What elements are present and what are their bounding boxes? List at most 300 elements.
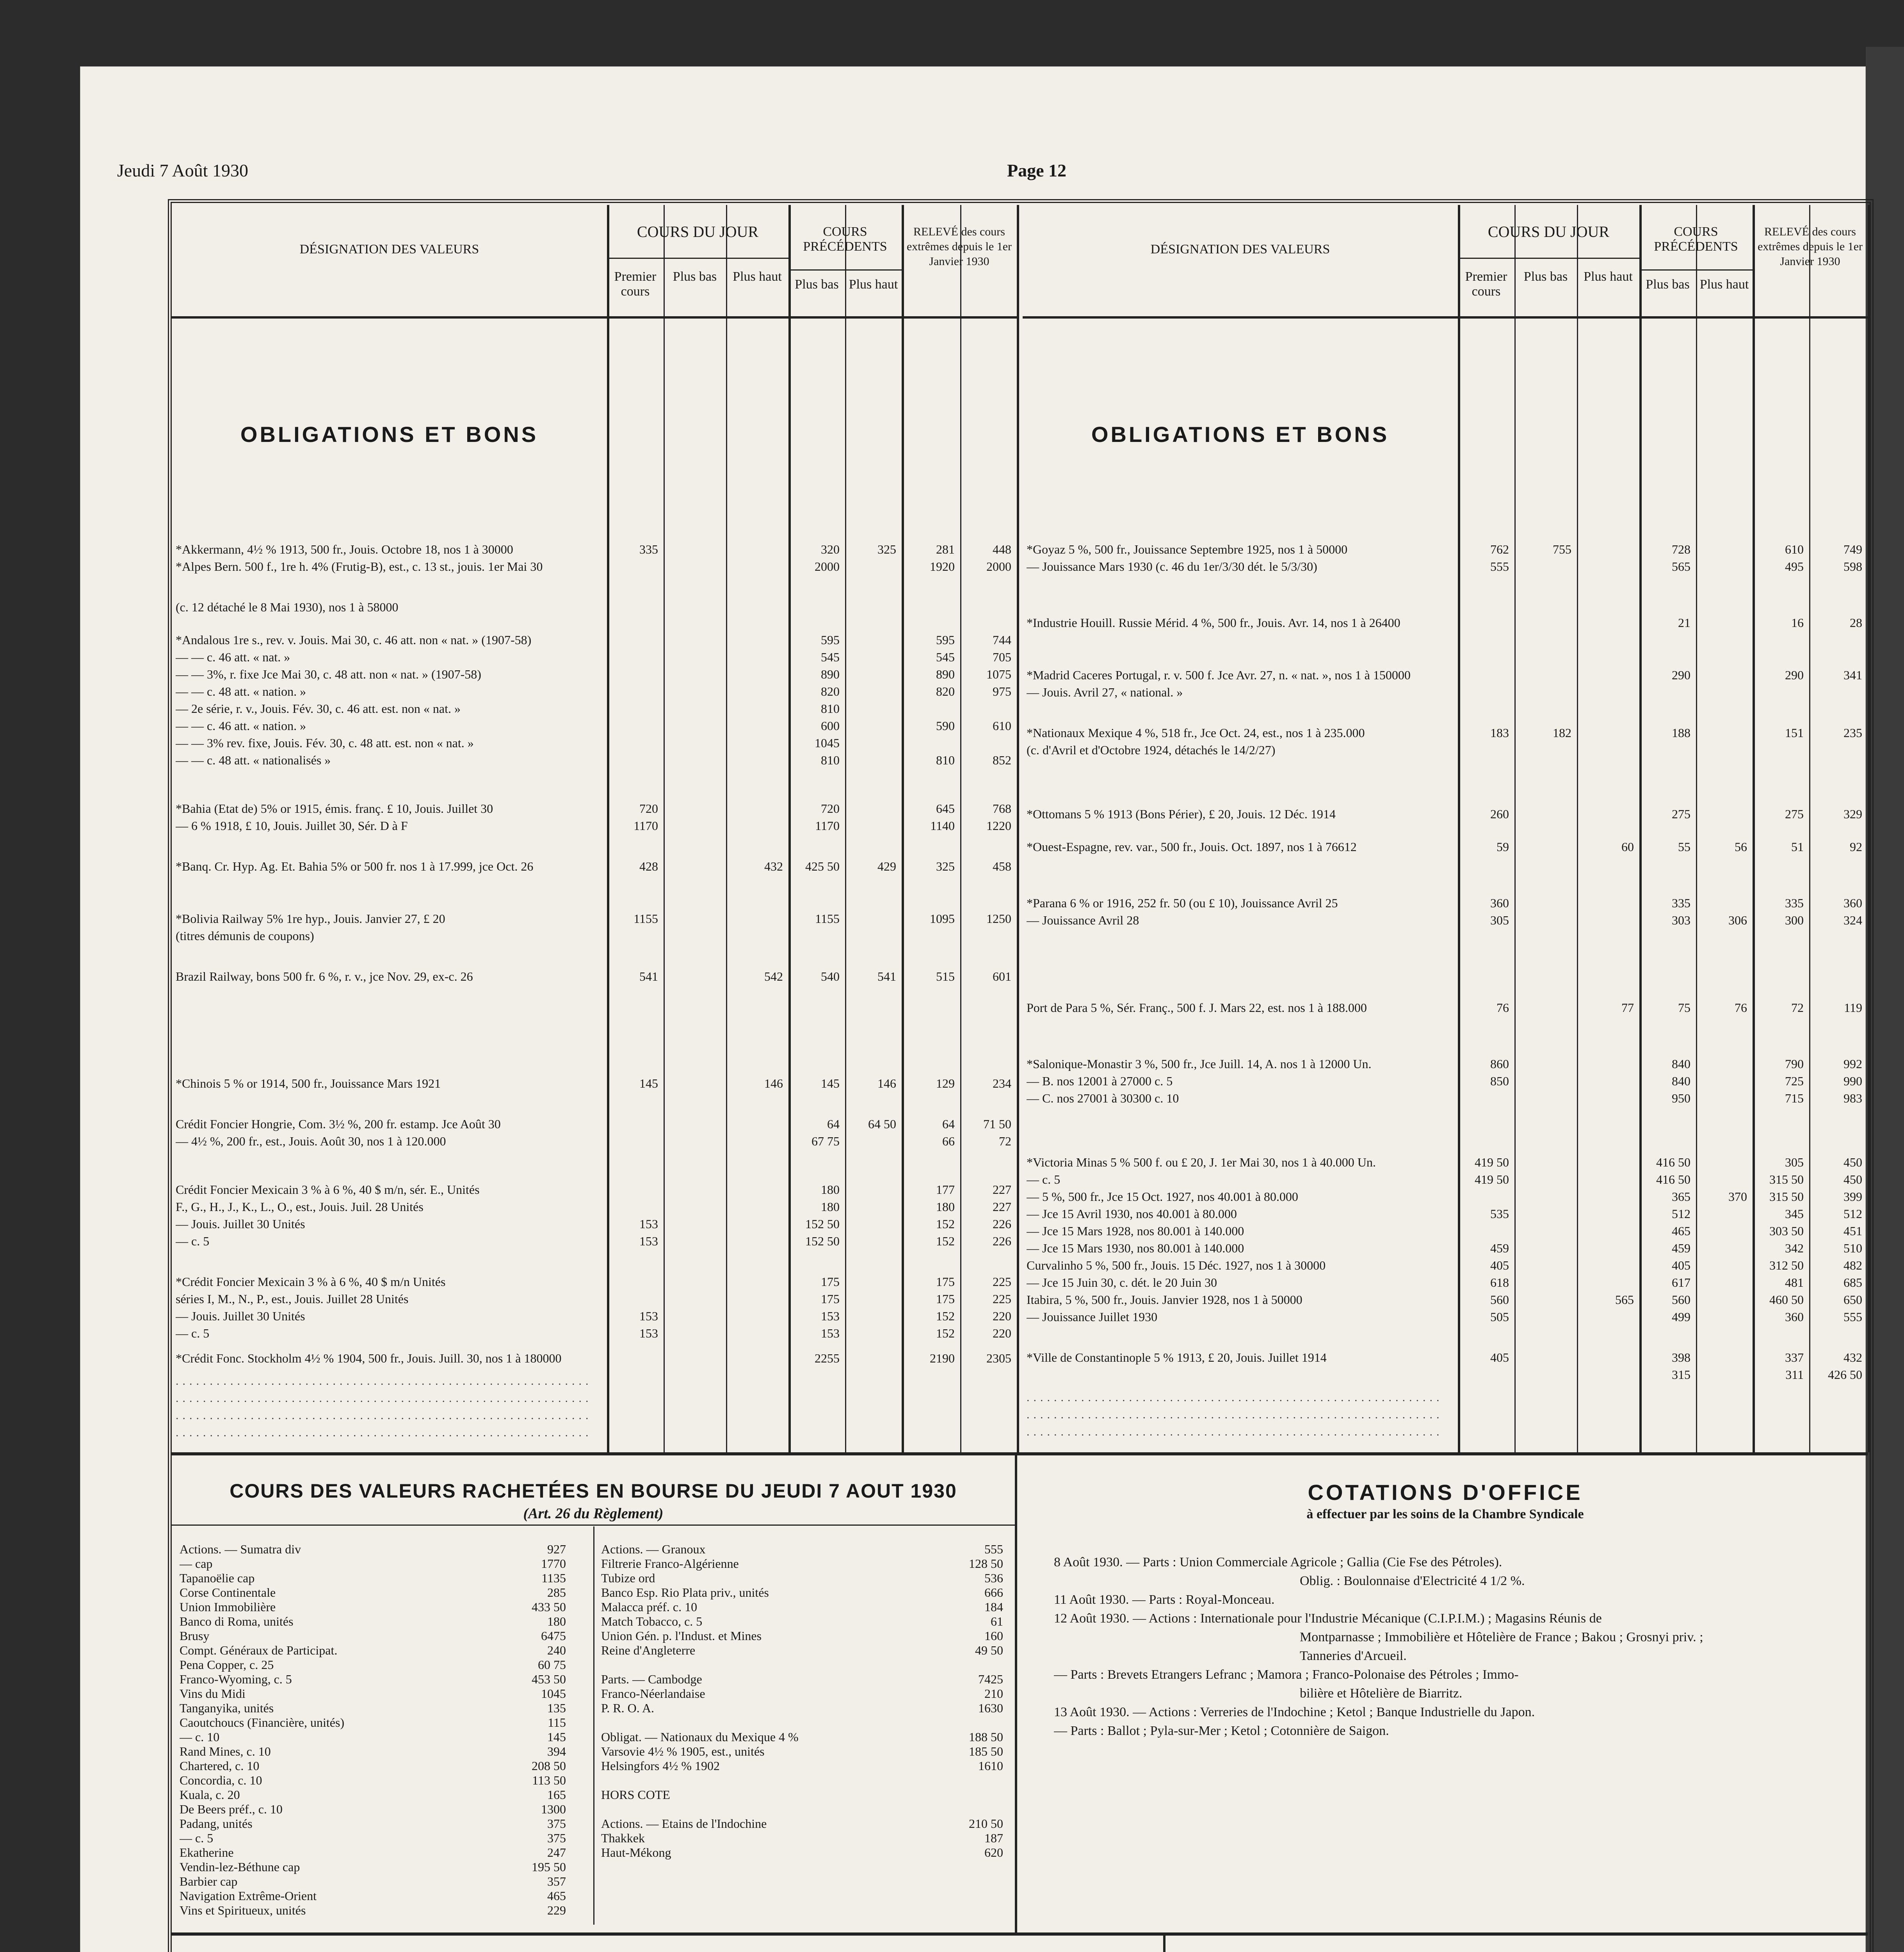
rachetee-row — [180, 1802, 574, 1817]
price-cell: 541 — [639, 969, 658, 983]
price-cell: 560 — [1672, 1293, 1690, 1307]
valeur-name: *Salonique-Monastir 3 %, 500 fr., Jce Juill. 14, A. nos 1 à 12000 Un. — [1027, 1057, 1372, 1071]
row-rule — [1458, 258, 1639, 259]
rachetee-row — [601, 1773, 1011, 1788]
price-cell: 419 50 — [1475, 1172, 1509, 1186]
price-cell: 540 — [821, 969, 840, 983]
cotation-line: — Parts : Brevets Etrangers Lefranc ; Mamora ; Franco-Polonaise des Pétroles ; Immo- — [1054, 1667, 1519, 1682]
table-row — [176, 1115, 1013, 1133]
price-cell: 720 — [821, 801, 840, 816]
price-cell: 337 — [1785, 1350, 1804, 1364]
price-cell: 890 — [821, 667, 840, 681]
price-cell: 152 — [936, 1309, 955, 1323]
valeur-name: Crédit Foncier Hongrie, Com. 3½ %, 200 fr. estamp. Jce Août 30 — [176, 1117, 501, 1131]
table-row — [176, 858, 1013, 875]
price-cell: 113 50 — [532, 1773, 566, 1787]
valeur-name: — Jouis. Juillet 30 Unités — [176, 1309, 305, 1323]
price-cell: 225 — [993, 1275, 1011, 1289]
valeur-name: — Jouissance Mars 1930 (c. 46 du 1er/3/30 dét. le 5/3/30) — [1027, 559, 1317, 573]
row-rule — [172, 1525, 1015, 1526]
price-cell: 590 — [936, 719, 955, 733]
price-cell: 465 — [1672, 1224, 1690, 1238]
price-cell: 426 50 — [1828, 1368, 1862, 1382]
price-cell: 510 — [1843, 1241, 1862, 1255]
price-cell: 370 — [1728, 1190, 1747, 1204]
header-designation: DÉSIGNATION DES VALEURS — [299, 242, 479, 256]
price-cell: 210 50 — [969, 1817, 1003, 1831]
price-cell: 129 — [936, 1076, 955, 1090]
price-cell: 2000 — [815, 559, 840, 573]
price-cell: 235 — [1843, 726, 1862, 740]
valeur-name: — c. 5 — [180, 1831, 214, 1845]
valeur-name: (titres démunis de coupons) — [176, 929, 314, 943]
price-cell: 728 — [1672, 542, 1690, 556]
rachetee-row — [180, 1903, 574, 1918]
table-row — [176, 734, 1013, 752]
price-cell: 450 — [1843, 1155, 1862, 1169]
price-cell: 810 — [821, 753, 840, 767]
table-row — [176, 683, 1013, 700]
price-cell: 405 — [1490, 1350, 1509, 1364]
rachetee-row — [180, 1788, 574, 1802]
price-cell: 247 — [547, 1845, 566, 1859]
price-cell: 419 50 — [1475, 1155, 1509, 1169]
table-row — [1027, 838, 1864, 855]
price-cell: 290 — [1785, 668, 1804, 682]
valeur-name: Vendin-lez-Béthune cap — [180, 1860, 300, 1874]
valeur-name: Filtrerie Franco-Algérienne — [601, 1557, 739, 1571]
valeur-name: Reine d'Angleterre — [601, 1643, 696, 1657]
rachetee-row — [180, 1672, 574, 1687]
table-row — [176, 1350, 1013, 1367]
header-prec-plus-haut: Plus haut — [1699, 277, 1749, 292]
table-row — [176, 1075, 1013, 1092]
rachetee-row — [180, 1860, 574, 1874]
rachetee-row — [180, 1614, 574, 1629]
valeur-name: Caoutchoucs (Financière, unités) — [180, 1715, 345, 1729]
price-cell: 281 — [936, 542, 955, 556]
price-cell: 595 — [821, 633, 840, 647]
price-cell: 433 50 — [532, 1600, 566, 1614]
valeur-name: — Jce 15 Mars 1930, nos 80.001 à 140.000 — [1027, 1241, 1244, 1255]
price-cell: 375 — [547, 1817, 566, 1831]
price-cell: 601 — [993, 969, 1011, 983]
rachetee-row — [180, 1542, 574, 1557]
price-cell: 290 — [1672, 668, 1690, 682]
valeur-name: Kuala, c. 20 — [180, 1788, 240, 1802]
price-cell: 7425 — [978, 1672, 1003, 1686]
price-cell: 1135 — [541, 1571, 566, 1585]
rachetee-row — [180, 1845, 574, 1860]
table-row — [1027, 666, 1864, 684]
table-row — [1027, 1308, 1864, 1325]
valeur-name: *Ouest-Espagne, rev. var., 500 fr., Jouis. Oct. 1897, nos 1 à 76612 — [1027, 840, 1357, 854]
price-cell: 1140 — [930, 819, 955, 833]
price-cell: 398 — [1672, 1350, 1690, 1364]
valeur-name: Banco di Roma, unités — [180, 1614, 294, 1628]
price-cell: 459 — [1672, 1241, 1690, 1255]
price-cell: 481 — [1785, 1275, 1804, 1289]
price-cell: 810 — [821, 702, 840, 716]
valeur-name: *Chinois 5 % or 1914, 500 fr., Jouissance Mars 1921 — [176, 1076, 441, 1090]
price-cell: 151 — [1785, 726, 1804, 740]
valeur-name: Curvalinho 5 %, 500 fr., Jouis. 15 Déc. 1927, nos 1 à 30000 — [1027, 1258, 1326, 1272]
price-cell: 890 — [936, 667, 955, 681]
rachetee-row — [601, 1687, 1011, 1701]
column-rule — [1017, 205, 1019, 1452]
valeur-name: HORS COTE — [601, 1788, 670, 1802]
price-cell: 66 — [942, 1134, 955, 1148]
price-cell: 499 — [1672, 1310, 1690, 1324]
price-cell: 2305 — [986, 1351, 1011, 1365]
cotations-subtitle: à effectuer par les soins de la Chambre Syndicale — [1306, 1507, 1584, 1521]
rachetee-row — [180, 1715, 574, 1730]
valeur-name: (c. 12 détaché le 8 Mai 1930), nos 1 à 58000 — [176, 600, 399, 614]
price-cell: 840 — [1672, 1074, 1690, 1088]
valeur-name: — B. nos 12001 à 27000 c. 5 — [1027, 1074, 1173, 1088]
price-cell: 725 — [1785, 1074, 1804, 1088]
price-cell: 175 — [821, 1275, 840, 1289]
price-cell: 153 — [639, 1217, 658, 1231]
price-cell: 152 — [936, 1326, 955, 1340]
price-cell: 303 50 — [1769, 1224, 1804, 1238]
running-header — [117, 160, 1870, 183]
price-cell: 152 50 — [805, 1217, 840, 1231]
rachetee-row — [601, 1557, 1011, 1571]
price-cell: 188 50 — [969, 1730, 1003, 1744]
header-releve: RELEVÉ des cours extrêmes depuis le 1er Janvier 1930 — [1757, 225, 1863, 268]
cotation-line: Oblig. : Boulonnaise d'Electricité 4 1/2 %. — [1300, 1574, 1525, 1588]
valeur-name: — 4½ %, 200 fr., est., Jouis. Août 30, nos 1 à 120.000 — [176, 1134, 446, 1148]
rachetee-row — [180, 1889, 574, 1903]
price-cell: 180 — [821, 1200, 840, 1214]
price-cell: 325 — [936, 859, 955, 873]
rachetee-row — [601, 1600, 1011, 1614]
price-cell: 610 — [993, 719, 1011, 733]
column-rule — [593, 1526, 594, 1925]
price-cell: 135 — [547, 1701, 566, 1715]
price-cell: 405 — [1672, 1258, 1690, 1272]
table-row — [1027, 1257, 1864, 1274]
price-cell: 458 — [993, 859, 1011, 873]
rachetee-row — [180, 1687, 574, 1701]
price-cell: 399 — [1843, 1190, 1862, 1204]
price-cell: 175 — [821, 1292, 840, 1306]
price-cell: 460 50 — [1769, 1293, 1804, 1307]
price-cell: 145 — [547, 1730, 566, 1744]
page-number: Page 12 — [1007, 160, 1067, 180]
price-cell: 820 — [936, 684, 955, 698]
rachetee-row — [601, 1542, 1011, 1557]
price-cell: 59 — [1497, 840, 1509, 854]
table-row — [176, 598, 1013, 616]
price-cell: 315 50 — [1769, 1172, 1804, 1186]
valeur-name: *Akkermann, 4½ % 1913, 500 fr., Jouis. Octobre 18, nos 1 à 30000 — [176, 542, 513, 556]
price-cell: 755 — [1553, 542, 1571, 556]
price-cell: 67 75 — [811, 1134, 840, 1148]
table-row — [1027, 999, 1864, 1016]
price-cell: 375 — [547, 1831, 566, 1845]
valeur-name: Itabira, 5 %, 500 fr., Jouis. Janvier 1928, nos 1 à 50000 — [1027, 1293, 1303, 1307]
column-rule — [1163, 1932, 1166, 1952]
price-cell: 165 — [547, 1788, 566, 1802]
valeur-name: — Jce 15 Mars 1928, nos 80.001 à 140.000 — [1027, 1224, 1244, 1238]
valeur-name: — Jce 15 Avril 1930, nos 40.001 à 80.000 — [1027, 1207, 1237, 1221]
price-cell: 152 — [936, 1234, 955, 1248]
valeur-name: — Jouis. Avril 27, « national. » — [1027, 685, 1183, 699]
valeur-name: Franco-Wyoming, c. 5 — [180, 1672, 292, 1686]
price-cell: 153 — [639, 1309, 658, 1323]
price-cell: 234 — [993, 1076, 1011, 1090]
price-cell: 225 — [993, 1292, 1011, 1306]
price-cell: 177 — [936, 1183, 955, 1197]
rachetees-subtitle: (Art. 26 du Règlement) — [523, 1505, 664, 1522]
price-cell: 459 — [1490, 1241, 1509, 1255]
section-title-obligations: OBLIGATIONS ET BONS — [1091, 422, 1390, 447]
rachetee-row — [601, 1701, 1011, 1715]
price-cell: 810 — [936, 753, 955, 767]
price-cell: 180 — [821, 1183, 840, 1197]
valeur-name: *Crédit Foncier Mexicain 3 % à 6 %, 40 $ m/n Unités — [176, 1275, 446, 1289]
price-cell: 790 — [1785, 1057, 1804, 1071]
price-cell: 598 — [1843, 559, 1862, 573]
price-cell: 72 — [999, 1134, 1011, 1148]
rachetee-row — [180, 1831, 574, 1845]
valeur-name: — C. nos 27001 à 30300 c. 10 — [1027, 1091, 1179, 1105]
valeur-name: — Jouis. Juillet 30 Unités — [176, 1217, 305, 1231]
price-cell: 60 — [1621, 840, 1634, 854]
price-cell: 394 — [547, 1744, 566, 1758]
valeur-name: *Parana 6 % or 1916, 252 fr. 50 (ou £ 10), Jouissance Avril 25 — [1027, 896, 1338, 910]
row-rule — [607, 258, 788, 259]
leader-dots: ............................................................. — [1027, 1425, 1443, 1438]
price-cell: 75 — [1678, 1001, 1690, 1015]
header-releve: RELEVÉ des cours extrêmes depuis le 1er Janvier 1930 — [906, 225, 1012, 268]
cotation-line: 13 Août 1930. — Actions : Verreries de l'Indochine ; Ketol ; Banque Industrielle du Japon. — [1054, 1705, 1535, 1719]
table-row — [176, 541, 1013, 558]
valeur-name: *Banq. Cr. Hyp. Ag. Et. Bahia 5% or 500 fr. nos 1 à 17.999, jce Oct. 26 — [176, 859, 534, 873]
price-cell: 357 — [547, 1874, 566, 1888]
price-cell: 512 — [1843, 1207, 1862, 1221]
rachetee-row — [601, 1845, 1011, 1860]
price-cell: 425 50 — [805, 859, 840, 873]
valeur-name: Crédit Foncier Mexicain 3 % à 6 %, 40 $ m/n, sér. E., Unités — [176, 1183, 480, 1197]
price-cell: 329 — [1843, 807, 1862, 821]
price-cell: 51 — [1791, 840, 1804, 854]
issue-date: Jeudi 7 Août 1930 — [117, 160, 249, 180]
price-cell: 705 — [993, 650, 1011, 664]
table-row — [176, 910, 1013, 927]
price-cell: 64 — [942, 1117, 955, 1131]
price-cell: 335 — [1672, 896, 1690, 910]
header-cours-precedents: COURS PRÉCÉDENTS — [1654, 224, 1738, 254]
price-cell: 240 — [547, 1643, 566, 1657]
valeur-name: — Jouissance Avril 28 — [1027, 913, 1139, 927]
price-cell: 160 — [984, 1629, 1003, 1643]
price-cell: 448 — [993, 542, 1011, 556]
price-cell: 365 — [1672, 1190, 1690, 1204]
price-cell: 749 — [1843, 542, 1862, 556]
valeur-name: Actions. — Etains de l'Indochine — [601, 1817, 767, 1831]
price-cell: 1045 — [815, 736, 840, 750]
price-cell: 311 — [1785, 1368, 1804, 1382]
price-cell: 226 — [993, 1217, 1011, 1231]
valeur-name: — c. 5 — [176, 1326, 210, 1340]
price-cell: 1300 — [541, 1802, 566, 1816]
price-cell: 1610 — [978, 1759, 1003, 1773]
price-cell: 1075 — [986, 667, 1011, 681]
valeur-name: — — c. 48 att. « nation. » — [176, 684, 306, 698]
row-rule — [1639, 269, 1753, 271]
rachetee-row — [601, 1672, 1011, 1687]
valeur-name: Union Gén. p. l'Indust. et Mines — [601, 1629, 762, 1643]
price-cell: 6475 — [541, 1629, 566, 1643]
valeur-name: Tapanoëlie cap — [180, 1571, 255, 1585]
valeur-name: Union Immobilière — [180, 1600, 276, 1614]
column-rule — [1015, 1452, 1017, 1932]
price-cell: 360 — [1490, 896, 1509, 910]
rachetee-row — [180, 1643, 574, 1658]
price-cell: 715 — [1785, 1091, 1804, 1105]
price-cell: 61 — [991, 1614, 1003, 1628]
valeur-name: *Bahia (Etat de) 5% or 1915, émis. franç. £ 10, Jouis. Juillet 30 — [176, 801, 493, 816]
price-cell: 610 — [1785, 542, 1804, 556]
cotation-line: bilière et Hôtelière de Biarritz. — [1300, 1686, 1463, 1701]
valeur-name: — cap — [180, 1557, 213, 1571]
price-cell: 146 — [764, 1076, 783, 1090]
price-cell: 850 — [1490, 1074, 1509, 1088]
price-cell: 325 — [877, 542, 896, 556]
price-cell: 153 — [821, 1326, 840, 1340]
price-cell: 220 — [993, 1326, 1011, 1340]
price-cell: 983 — [1843, 1091, 1862, 1105]
price-cell: 187 — [984, 1831, 1003, 1845]
table-row — [1027, 1349, 1864, 1366]
price-cell: 146 — [877, 1076, 896, 1090]
price-cell: 152 50 — [805, 1234, 840, 1248]
table-row — [1027, 894, 1864, 912]
table-row — [176, 1325, 1013, 1342]
valeur-name: — c. 5 — [176, 1234, 210, 1248]
price-cell: 300 — [1785, 913, 1804, 927]
table-row — [176, 717, 1013, 734]
price-cell: 1170 — [815, 819, 840, 833]
valeur-name: *Alpes Bern. 500 f., 1re h. 4% (Frutig-B), est., c. 13 st., jouis. 1er Mai 30 — [176, 559, 543, 573]
table-row — [1027, 805, 1864, 823]
price-cell: 71 50 — [983, 1117, 1011, 1131]
leader-dots: ............................................................. — [1027, 1391, 1443, 1404]
price-cell: 535 — [1490, 1207, 1509, 1221]
table-row — [1027, 558, 1864, 575]
valeur-name: — — c. 46 att. « nat. » — [176, 650, 290, 664]
rachetee-row — [180, 1817, 574, 1831]
table-row — [1027, 1366, 1864, 1383]
price-cell: 744 — [993, 633, 1011, 647]
price-cell: 618 — [1490, 1275, 1509, 1289]
price-cell: 600 — [821, 719, 840, 733]
header-prec-plus-bas: Plus bas — [1646, 277, 1690, 292]
price-cell: 2190 — [930, 1351, 955, 1365]
valeur-name: Actions. — Granoux — [601, 1542, 706, 1556]
price-cell: 555 — [984, 1542, 1003, 1556]
price-cell: 416 50 — [1656, 1155, 1690, 1169]
header-plus-haut: Plus haut — [1584, 269, 1633, 284]
table-row — [176, 1232, 1013, 1250]
price-cell: 76 — [1735, 1001, 1747, 1015]
header-plus-bas: Plus bas — [673, 269, 717, 284]
valeur-name: P. R. O. A. — [601, 1701, 655, 1715]
price-cell: 324 — [1843, 913, 1862, 927]
price-cell: 115 — [548, 1715, 566, 1729]
price-cell: 55 — [1678, 840, 1690, 854]
header-prec-plus-haut: Plus haut — [849, 277, 898, 292]
price-cell: 1155 — [815, 912, 840, 926]
price-cell: 595 — [936, 633, 955, 647]
valeur-name: De Beers préf., c. 10 — [180, 1802, 283, 1816]
price-cell: 416 50 — [1656, 1172, 1690, 1186]
cotation-line: Tanneries d'Arcueil. — [1300, 1649, 1407, 1663]
rachetee-row — [601, 1817, 1011, 1831]
price-cell: 565 — [1672, 559, 1690, 573]
price-cell: 16 — [1791, 616, 1804, 630]
valeur-name: Tubize ord — [601, 1571, 655, 1585]
price-cell: 188 — [1672, 726, 1690, 740]
price-cell: 450 — [1843, 1172, 1862, 1186]
valeur-name: *Goyaz 5 %, 500 fr., Jouissance Septembre 1925, nos 1 à 50000 — [1027, 542, 1348, 556]
price-cell: 536 — [984, 1571, 1003, 1585]
valeur-name: — — c. 48 att. « nationalisés » — [176, 753, 331, 767]
price-cell: 76 — [1497, 1001, 1509, 1015]
price-cell: 645 — [936, 801, 955, 816]
valeur-name: Navigation Extrême-Orient — [180, 1889, 317, 1903]
valeur-name: *Victoria Minas 5 % 500 f. ou £ 20, J. 1er Mai 30, nos 1 à 40.000 Un. — [1027, 1155, 1376, 1169]
price-cell: 77 — [1621, 1001, 1634, 1015]
table-row — [176, 1133, 1013, 1150]
price-cell: 342 — [1785, 1241, 1804, 1255]
price-cell: 305 — [1785, 1155, 1804, 1169]
price-cell: 312 50 — [1769, 1258, 1804, 1272]
rachetee-row — [180, 1874, 574, 1889]
valeur-name: *Madrid Caceres Portugal, r. v. 500 f. Jce Avr. 27, n. « nat. », nos 1 à 150000 — [1027, 668, 1411, 682]
table-row — [1027, 1205, 1864, 1222]
header-cours-du-jour: COURS DU JOUR — [637, 223, 759, 240]
rachetee-row — [601, 1658, 1011, 1672]
valeur-name: Ekatherine — [180, 1845, 234, 1859]
valeur-name: Padang, unités — [180, 1817, 253, 1831]
price-cell: 180 — [547, 1614, 566, 1628]
table-row — [176, 666, 1013, 683]
valeur-name: Compt. Généraux de Participat. — [180, 1643, 338, 1657]
valeur-name: Obligat. — Nationaux du Mexique 4 % — [601, 1730, 799, 1744]
table-row — [1027, 1154, 1864, 1171]
column-rule — [1868, 205, 1870, 1452]
price-cell: 183 — [1490, 726, 1509, 740]
valeur-name: Concordia, c. 10 — [180, 1773, 262, 1787]
price-cell: 315 — [1672, 1368, 1690, 1382]
valeur-name: Brazil Railway, bons 500 fr. 6 %, r. v., jce Nov. 29, ex-c. 26 — [176, 969, 473, 983]
rachetee-row — [180, 1629, 574, 1643]
price-cell: 992 — [1843, 1057, 1862, 1071]
valeur-name: — — 3%, r. fixe Jce Mai 30, c. 48 att. non « nat. » (1907-58) — [176, 667, 481, 681]
price-cell: 185 50 — [969, 1744, 1003, 1758]
rachetees-title: COURS DES VALEURS RACHETÉES EN BOURSE DU JEUDI 7 AOUT 1930 — [230, 1480, 957, 1502]
price-cell: 465 — [547, 1889, 566, 1903]
rachetee-row — [601, 1629, 1011, 1643]
table-row — [1027, 1171, 1864, 1188]
header-premier-cours: Premier cours — [614, 269, 657, 299]
leader-dots: ............................................................. — [176, 1426, 593, 1439]
header-designation: DÉSIGNATION DES VALEURS — [1150, 242, 1330, 256]
